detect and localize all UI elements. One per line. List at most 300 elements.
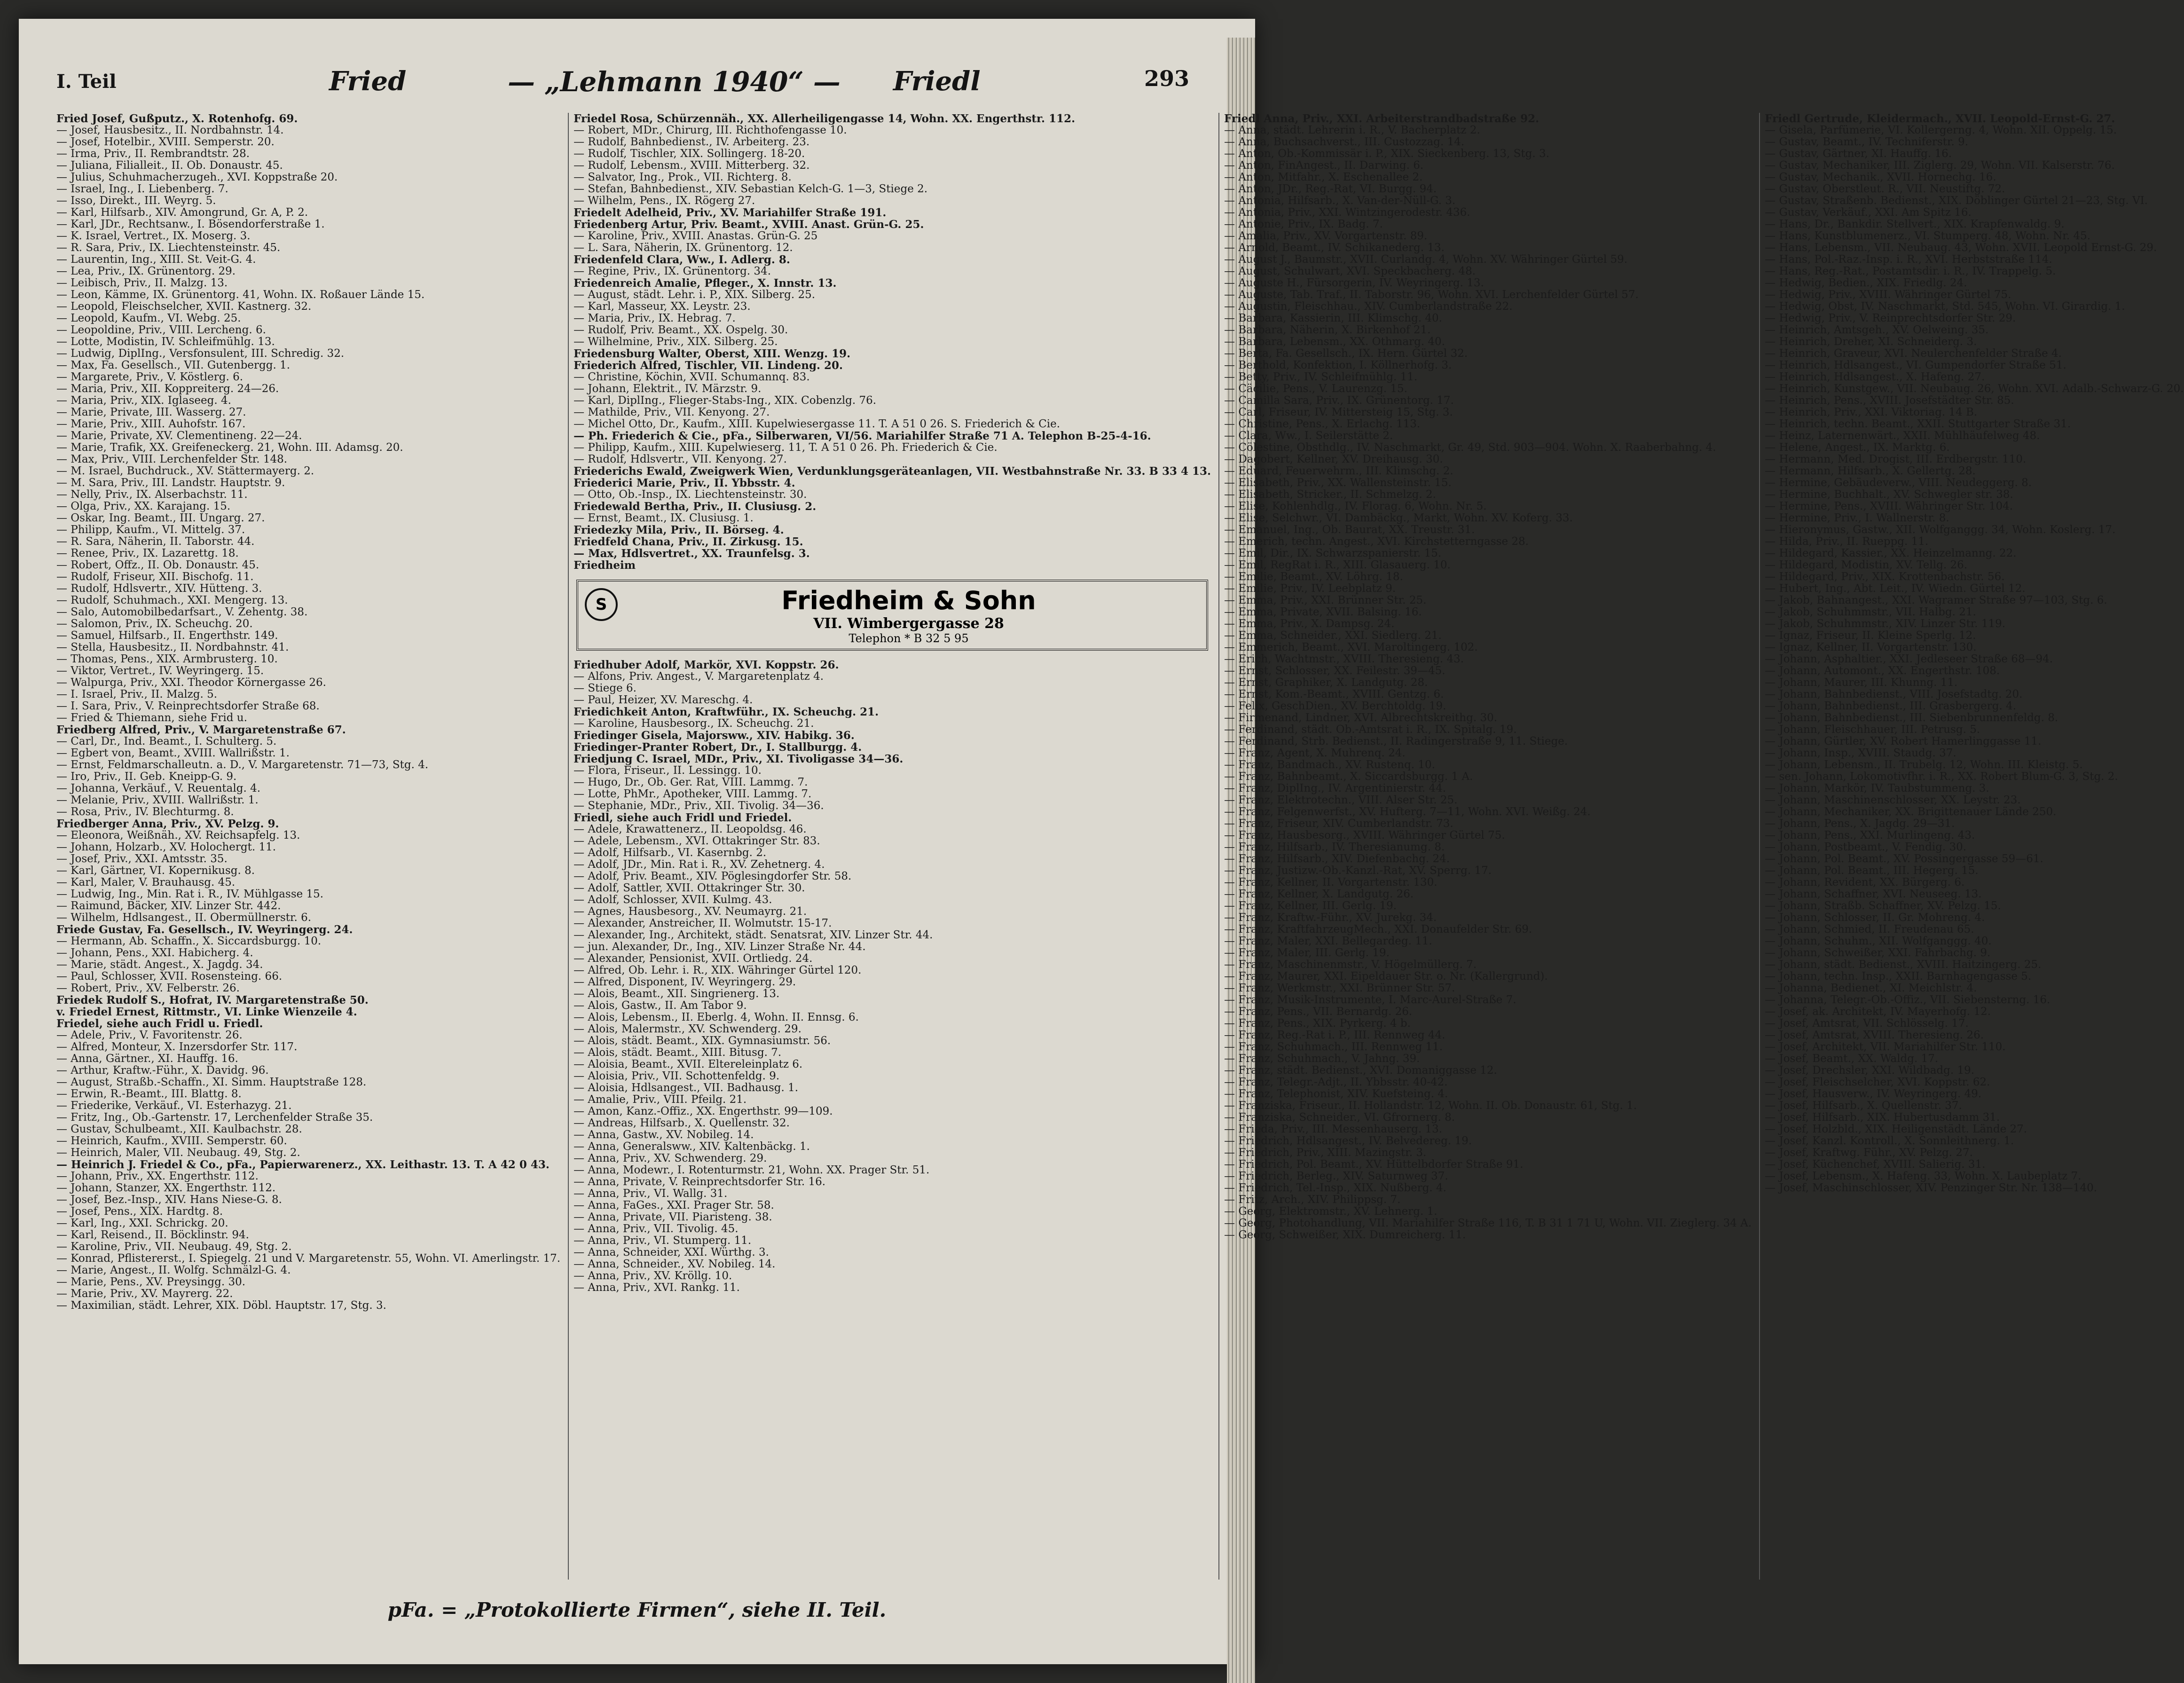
directory-entry: — Adele, Krawattenerz., II. Leopoldsg. 46. (573, 823, 807, 835)
directory-entry: — Anna, Priv., VII. Tivolig. 45. (573, 1223, 738, 1235)
directory-entry: — Anna, Priv., XV. Kröllg. 10. (573, 1270, 732, 1282)
directory-entry: — Heinz, Laternenwärt., XXII. Mühlhäufelweg 48. (1765, 430, 2040, 442)
directory-entry: — Josef, Amtsrat, XVIII. Theresieng. 26. (1765, 1029, 1984, 1041)
directory-entry: — M. Israel, Buchdruck., XV. Stättermayerg. 2. (56, 465, 314, 477)
directory-entry: — Emerich, techn. Angest., XVI. Kirchstetterngasse 28. (1224, 535, 1529, 548)
directory-entry: — Karl, JDr., Rechtsanw., I. Bösendorferstraße 1. (56, 218, 325, 230)
directory-entry: — Franz, Justizw.-Ob.-Kanzl.-Rat, XV. Sperrg. 17. (1224, 865, 1492, 877)
directory-entry: — Isso, Direkt., III. Weyrg. 5. (56, 195, 216, 207)
directory-entry: — Josef, Holzbld., XIX. Heiligenstädt. Lände 27. (1765, 1123, 2027, 1135)
directory-entry: — Fritz, Ing., Ob.-Gartenstr. 17, Lerchenfelder Straße 35. (56, 1111, 373, 1124)
directory-entry: — Heinrich, techn. Beamt., XXII. Stuttgarter Straße 31. (1765, 418, 2071, 430)
directory-entry: — Barbara, Lebensm., XX. Othmarg. 40. (1224, 336, 1445, 348)
directory-entry: — Ernst, Schlosser, XX. Feilestr. 39—45. (1224, 665, 1446, 677)
directory-entry: — Dagobert, Kellner, XV. Dreihausg. 30. (1224, 453, 1443, 465)
directory-entry: — Josef, Maschinschlosser, XIV. Penzinger Str. Nr. 138—140. (1765, 1182, 2098, 1194)
directory-entry: — Heinrich J. Friedel & Co., pFa., Papierwarenerz., XX. Leithastr. 13. T. A 42 0 43. (56, 1158, 550, 1171)
last-entry-word: Friedl (893, 66, 981, 97)
directory-entry: — Rudolf, Tischler, XIX. Sollingerg. 18-20. (573, 148, 805, 160)
directory-entry: — Adolf, Schlosser, XVII. Kulmg. 43. (573, 894, 772, 906)
directory-entry: — Juliana, Filialleit., II. Ob. Donaustr. 45. (56, 159, 283, 172)
directory-entry: — Salvator, Ing., Prok., VII. Richterg. 8. (573, 171, 792, 183)
directory-entry: — Melanie, Priv., XVIII. Wallrißstr. 1. (56, 794, 259, 806)
directory-entry: — Franz, Hausbesorg., XVIII. Währinger Gürtel 75. (1224, 829, 1505, 842)
directory-entry: — Emma, Private, XVII. Balsing. 16. (1224, 606, 1422, 618)
directory-entry: — Olga, Priv., XX. Karajang. 15. (56, 500, 231, 512)
directory-entry: — Johann, Holzarb., XV. Holochergt. 11. (56, 841, 276, 853)
directory-entry: — Ph. Friederich & Cie., pFa., Silberwaren, VI/56. Mariahilfer Straße 71 A. Telephon B-25-4-16. (573, 430, 1151, 442)
directory-entry: — Anna, Schneider., XV. Nobileg. 14. (573, 1258, 776, 1270)
directory-entry: — Rudolf, Friseur, XII. Bischofg. 11. (56, 571, 254, 583)
directory-entry: — Anna, Priv., XVI. Rankg. 11. (573, 1282, 740, 1294)
directory-entry: — Friedrich, Pol. Beamt., XV. Hüttelbdorfer Straße 91. (1224, 1158, 1524, 1171)
directory-entry: — Johann, Lebensm., II. Trubelg. 12, Wohn. III. Kleistg. 5. (1765, 759, 2083, 771)
directory-entry: — Jakob, Schuhmmstr., XIV. Linzer Str. 119. (1765, 618, 2006, 630)
directory-entry: — Anton, Ob.-Kommissär i. P., XIX. Sieckenberg. 13, Stg. 3. (1224, 148, 1549, 160)
directory-entry: — M. Sara, Priv., III. Landstr. Hauptstr. 9. (56, 477, 285, 489)
directory-entry: — Johann, Mechaniker, XX. Brigittenauer Lände 250. (1765, 806, 2057, 818)
directory-entry: — Ernst, Feldmarschalleutn. a. D., V. Margaretenstr. 71—73, Stg. 4. (56, 759, 429, 771)
directory-entry: — Rudolf, Bahnbedienst., IV. Arbeiterg. 23. (573, 136, 810, 148)
directory-entry: — Jakob, Schuhmmstr., VII. Halbg. 21. (1765, 606, 1976, 618)
directory-entry: — K. Israel, Vertret., IX. Moserg. 3. (56, 230, 251, 242)
directory-entry: — Franz, Kraftw.-Führ., XV. Jurekg. 34. (1224, 912, 1437, 924)
directory-entry: — Leopoldine, Priv., VIII. Lercheng. 6. (56, 324, 266, 336)
directory-entry: — Karl, Hilfsarb., XIV. Amongrund, Gr. A, P. 2. (56, 206, 308, 219)
directory-entry: — Elisabeth, Stricker., II. Schmelzg. 2. (1224, 488, 1436, 501)
directory-entry: — Leibisch, Priv., II. Malzg. 13. (56, 277, 228, 289)
directory-entry: — Anna, städt. Lehrerin i. R., V. Bacherplatz 2. (1224, 124, 1480, 136)
directory-entry: — Gustav, Straßenb. Bedienst., XIX. Döblinger Gürtel 21—23, Stg. VI. (1765, 195, 2148, 207)
directory-entry: — Anna, FaGes., XXI. Prager Str. 58. (573, 1199, 774, 1211)
directory-entry: — Johann, Pol. Beamt., XV. Possingergasse 59—61. (1765, 853, 2043, 865)
directory-entry: Friedinger Gisela, Majorsww., XIV. Habikg. 36. (573, 729, 855, 742)
directory-entry: — Franz, Maler, XXI. Bellegardeg. 11. (1224, 935, 1432, 947)
directory-entry: — Johann, Priv., XX. Engerthstr. 112. (56, 1170, 259, 1182)
directory-entry: — Marie, Priv., XV. Mayrerg. 22. (56, 1288, 233, 1300)
directory-entry: — Marie, Trafik, XX. Greifeneckerg. 21, Wohn. III. Adamsg. 20. (56, 441, 403, 454)
directory-entry: — Franz, Musik-Instrumente, I. Marc-Aurel-Straße 7. (1224, 994, 1516, 1006)
directory-entry: — Johann, Stanzer, XX. Engerthstr. 112. (56, 1182, 276, 1194)
directory-entry: — Karl, DiplIng., Flieger-Stabs-Ing., XIX. Cobenzlg. 76. (573, 394, 877, 407)
directory-entry: — Franz, Telegr.-Adjt., II. Ybbsstr. 40-42. (1224, 1076, 1448, 1088)
directory-entry: — Rudolf, Schuhmach., XXI. Mengerg. 13. (56, 594, 288, 606)
directory-entry: — Ferdinand, Strb. Bedienst., II. Radingerstraße 9, 11. Stiege. (1224, 735, 1568, 747)
directory-entry: — Emil, RegRat i. R., XIII. Glasauerg. 10. (1224, 559, 1451, 571)
directory-entry: — Philipp, Kaufm., VI. Mittelg. 37. (56, 524, 245, 536)
directory-entry: — Franz, KraftfahrzeugMech., XXI. Donaufelder Str. 69. (1224, 923, 1532, 936)
directory-entry: — Israel, Ing., I. Liebenberg. 7. (56, 183, 228, 195)
directory-entry: — Gustav, Oberstleut. R., VII. Neustiftg. 72. (1765, 183, 2005, 195)
directory-entry: — Hermine, Priv., I. Wallnerstr. 8. (1765, 512, 1949, 524)
directory-entry: — Alexander, Ing., Architekt, städt. Senatsrat, XIV. Linzer Str. 44. (573, 929, 933, 941)
directory-entry: — Viktor, Vertret., IV. Weyringerg. 15. (56, 665, 264, 677)
directory-entry: — Johann, Pens., XXI. Murlingeng. 43. (1765, 829, 1975, 842)
directory-entry: — Robert, MDr., Chirurg, III. Richthofengasse 10. (573, 124, 847, 136)
directory-entry: — Anton, JDr., Reg.-Rat, VI. Burgg. 94. (1224, 183, 1437, 195)
directory-entry: Fried Josef, Gußputz., X. Rotenhofg. 69. (56, 112, 298, 125)
directory-entry: — Amon, Kanz.-Offiz., XX. Engerthstr. 99—109. (573, 1105, 833, 1117)
directory-entry: — Alois, Malermstr., XV. Schwenderg. 29. (573, 1023, 801, 1035)
directory-entry: Friedberg Alfred, Priv., V. Margaretenstraße 67. (56, 724, 346, 736)
directory-entry: — Friedrich, Berleg., XIV. Saturnweg 37. (1224, 1170, 1448, 1182)
directory-entry: — Georg, Photohandlung, VII. Mariahilfer Straße 116, T. B 31 1 71 U, Wohn. VII. Zieglerg. 34 A. (1224, 1217, 1752, 1229)
directory-entry: — Christine, Pens., X. Erlachg. 113. (1224, 418, 1421, 430)
directory-entry: — Anna, Priv., VI. Stumperg. 11. (573, 1235, 752, 1247)
directory-entry: — Franz, städt. Bedienst., XVI. Domaniggasse 12. (1224, 1064, 1497, 1077)
directory-entry: — Anna, Modewr., I. Rotenturmstr. 21, Wohn. XX. Prager Str. 51. (573, 1164, 930, 1176)
directory-entry: — Franziska, Friseur., II. Hollandstr. 12, Wohn. II. Ob. Donaustr. 61, Stg. 1. (1224, 1100, 1637, 1112)
directory-entry: — Alfred, Ob. Lehr. i. R., XIX. Währinger Gürtel 120. (573, 964, 862, 976)
column-2-top (573, 113, 1211, 571)
directory-entry: — Hermann, Med. Drogist, III. Erdbergstr. 110. (1765, 453, 2027, 465)
directory-entry: Friedek Rudolf S., Hofrat, IV. Margaretenstraße 50. (56, 994, 369, 1007)
directory-entry: — Johann, Bahnbedienst., III. Grasbergerg. 4. (1765, 700, 2017, 712)
directory-entry: — Josef, Kraftwg. Führ., XV. Pelzg. 27. (1765, 1147, 1973, 1159)
directory-entry: — Augustin, Fleischhau., XIV. Cumberlandstraße 22. (1224, 300, 1513, 313)
directory-entry: — Alexander, Pensionist, XVII. Ortliedg. 24. (573, 952, 813, 965)
directory-entry: — Barbara, Kassierin, III. Klimschg. 40. (1224, 312, 1442, 324)
directory-entry: — Otto, Ob.-Insp., IX. Liechtensteinstr. 30. (573, 488, 807, 501)
directory-entry: Friederich Alfred, Tischler, VII. Lindeng. 20. (573, 359, 843, 372)
directory-entry: — Johann, Schweißer, XXI. Fahrbachg. 9. (1765, 947, 1991, 959)
directory-entry: — Josef, Hausverw., IV. Weyringerg. 49. (1765, 1088, 1982, 1100)
directory-entry: — R. Sara, Priv., IX. Liechtensteinstr. 45. (56, 242, 281, 254)
directory-entry: — Emanuel, Ing., Ob. Baurat, XX. Treustr. 31. (1224, 524, 1475, 536)
directory-entry: — Gustav, Mechanik., XVII. Hornechg. 16. (1765, 171, 1996, 183)
directory-entry: — Ernst, Kom.-Beamt., XVIII. Gentzg. 6. (1224, 688, 1444, 700)
directory-entry: — Gustav, Beamt., IV. Techniferstr. 9. (1765, 136, 1969, 148)
part-label: I. Teil (56, 71, 117, 93)
directory-entry: — Betty, Priv., IV. Schleifmühlg. 11. (1224, 371, 1418, 383)
directory-entry: — Maximilian, städt. Lehrer, XIX. Döbl. Hauptstr. 17, Stg. 3. (56, 1299, 386, 1312)
directory-entry: — Franz, Pens., VII. Bernardg. 26. (1224, 1006, 1413, 1018)
directory-entry: Friedjung C. Israel, MDr., Priv., XI. Tivoligasse 34—36. (573, 753, 903, 765)
directory-entry: — Iro, Priv., II. Geb. Kneipp-G. 9. (56, 771, 237, 783)
directory-entry: — Leopold, Fleischselcher, XVII. Kastnerg. 32. (56, 300, 312, 313)
directory-entry: — Max, Priv., VIII. Lerchenfelder Str. 148. (56, 453, 288, 465)
directory-entry: Friedl Anna, Priv., XXI. Arbeiterstrandbadstraße 92. (1224, 112, 1540, 125)
directory-entry: — Johann, techn. Insp., XXII. Barnhagengasse 5. (1765, 970, 2032, 983)
column-3 (1218, 113, 1752, 1580)
directory-entry: Friedichkeit Anton, Kraftwführ., IX. Scheuchg. 21. (573, 706, 879, 718)
directory-entry: — Friederike, Verkäuf., VI. Esterhazyg. 21. (56, 1100, 292, 1112)
directory-entry: — Nelly, Priv., IX. Alserbachstr. 11. (56, 488, 248, 501)
directory-entry: — Adolf, Hilfsarb., VI. Kasernbg. 2. (573, 847, 767, 859)
page-number: 293 (1144, 66, 1189, 91)
directory-entry: — Johann, Maschinenschlosser, XX. Leystr. 23. (1765, 794, 2021, 806)
directory-entry: — Josef, Bez.-Insp., XIV. Hans Niese-G. 8. (56, 1194, 282, 1206)
directory-entry: — Raimund, Bäcker, XIV. Linzer Str. 442. (56, 900, 281, 912)
directory-entry: — Heinrich, Amtsgeh., XV. Oelweing. 35. (1765, 324, 1989, 336)
directory-entry: — Friedrich, Priv., XIII. Mazingstr. 3. (1224, 1147, 1427, 1159)
directory-entry: — Clara, Ww., I. Seilerstätte 2. (1224, 430, 1393, 442)
advertisement-box (576, 580, 1208, 651)
column-2-bottom (573, 659, 1211, 1294)
directory-columns (56, 112, 2184, 1580)
ad-address: VII. Wimbergergasse 28 (813, 615, 1004, 632)
directory-entry: — Hans, Lebensm., VII. Neubaug. 43, Wohn. XVII. Leopold Ernst-G. 29. (1765, 242, 2157, 254)
directory-entry: — Franz, Bandmach., XV. Rustenq. 10. (1224, 759, 1435, 771)
directory-entry: — Franz, Schuhmach., III. Rennweg 11. (1224, 1041, 1443, 1053)
directory-entry: — Rudolf, Lebensm., XVIII. Mitterberg. 32. (573, 159, 810, 172)
directory-entry: — Amalia, Priv., XV. Vorgartenstr. 89. (1224, 230, 1428, 242)
directory-entry: — Franz, Kellner, II. Vorgartenstr. 130. (1224, 876, 1438, 889)
directory-entry: — Rosa, Priv., IV. Blechturmg. 8. (56, 806, 234, 818)
directory-entry: — Emma, Priv., XXI. Brünner Str. 25. (1224, 594, 1427, 606)
directory-entry: — Gustav, Mechaniker, III. Ziglerg. 29, Wohn. VII. Kalserstr. 76. (1765, 159, 2115, 172)
directory-entry: — Margarete, Priv., V. Köstlerg. 6. (56, 371, 244, 383)
directory-entry: — Josef, ak. Architekt, IV. Mayerhofg. 12. (1765, 1006, 1991, 1018)
directory-entry: — Carl, Dr., Ind. Beamt., I. Schulterg. 5. (56, 735, 277, 747)
directory-entry: — Lotte, Modistin, IV. Schleifmühlg. 13. (56, 336, 275, 348)
directory-entry: — Johann, Pens., X. Jagdg. 29—31. (1765, 818, 1955, 830)
directory-entry: — Johann, Asphaltier., XXI. Jedleseer Straße 68—94. (1765, 653, 2053, 665)
directory-entry: — Emil, Dir., IX. Schwarzspanierstr. 15. (1224, 547, 1442, 559)
directory-entry: — Maria, Priv., XII. Koppreiterg. 24—26. (56, 383, 279, 395)
directory-entry: — Konrad, Pflistererst., I. Spiegelg. 21 und V. Margaretenstr. 55, Wohn. VI. Amerlingstr. 17. (56, 1252, 561, 1265)
directory-entry: — Antonia, Hilfsarb., X. Van-der-Nüll-G. 3. (1224, 195, 1456, 207)
directory-entry: — Heinrich, Pens., XVIII. Josefstädter Str. 85. (1765, 394, 2014, 407)
page-header (56, 66, 1189, 99)
directory-entry: — Heinrich, Maler, VII. Neubaug. 49, Stg. 2. (56, 1147, 300, 1159)
directory-entry: — Hermine, Pens., XVIII. Währinger Str. 104. (1765, 500, 2013, 512)
directory-entry: — Wilhelm, Hdlsangest., II. Obermüllnerstr. 6. (56, 912, 312, 924)
directory-entry: — Johann, Maurer, III. Khunng. 11. (1765, 676, 1958, 689)
directory-entry: Friedl Gertrude, Kleidermach., XVII. Leopold-Ernst-G. 27. (1765, 112, 2115, 125)
directory-entry: Friedberger Anna, Priv., XV. Pelzg. 9. (56, 818, 279, 830)
directory-entry: — Erich, Wachtmstr., XVIII. Theresieng. 43. (1224, 653, 1464, 665)
directory-entry: — Johann, Bahnbedienst., VIII. Josefstadtg. 20. (1765, 688, 2023, 700)
directory-entry: — Hildegard, Priv., XIX. Krottenbachstr. 56. (1765, 571, 2005, 583)
directory-entry: — Emma, Schneider., XXI. Siedlerg. 21. (1224, 629, 1442, 642)
directory-entry: — Johanna, Bedienet., XI. Meichlstr. 4. (1765, 982, 1977, 994)
directory-entry: — Rudolf, Priv. Beamt., XX. Ospelg. 30. (573, 324, 788, 336)
directory-entry: Friedezky Mila, Priv., II. Börseg. 4. (573, 524, 784, 536)
directory-entry: — Johann, Schlosser, II. Gr. Mohreng. 4. (1765, 912, 1985, 924)
directory-entry: — Stiege 6. (573, 682, 636, 694)
directory-entry: Friedewald Bertha, Priv., II. Clusiusg. 2. (573, 500, 817, 513)
directory-entry: — Adolf, JDr., Min. Rat i. R., XV. Zehetnerg. 4. (573, 858, 825, 871)
directory-entry: — Johann, Postbeamt., V. Fendig. 30. (1765, 841, 1967, 853)
directory-entry: — Regine, Priv., IX. Grünentorg. 34. (573, 265, 771, 277)
ad-company-name: Friedheim & Sohn (781, 586, 1036, 615)
directory-entry: — Thomas, Pens., XIX. Armbrusterg. 10. (56, 653, 278, 665)
directory-entry: — Josef, Hotelbir., XVIII. Semperstr. 20. (56, 136, 275, 148)
directory-entry: — Johann, Straßb. Schaffner, XV. Pelzg. 15. (1765, 900, 2001, 912)
directory-entry: — Maria, Priv., XIX. Iglaseeg. 4. (56, 394, 231, 407)
directory-entry: — Leon, Kämme, IX. Grünentorg. 41, Wohn. IX. Roßauer Lände 15. (56, 289, 425, 301)
directory-entry: — Josef, Kanzl. Kontroll., X. Sonnleithnerg. 1. (1765, 1135, 2014, 1147)
directory-entry: — Johann, Revident, XX. Bürgerg. 6. (1765, 876, 1965, 889)
directory-entry: Friedelt Adelheid, Priv., XV. Mariahilfer Straße 191. (573, 206, 887, 219)
directory-entry: — Johann, Schuhm., XII. Wolfganggg. 40. (1765, 935, 1992, 947)
directory-entry: — Hildegard, Modistin, XV. Tellg. 26. (1765, 559, 1968, 571)
directory-entry: — Frieda, Priv., III. Messenhauserg. 13. (1224, 1123, 1443, 1135)
directory-entry: — R. Sara, Näherin, II. Taborstr. 44. (56, 535, 255, 548)
page-title: — „Lehmann 1940“ — (508, 66, 841, 98)
directory-entry: — Hans, Reg.-Rat., Postamtsdir. i. R., IV. Trappelg. 5. (1765, 265, 2056, 277)
directory-entry: — Hedwig, Obst, IV. Naschmarkt, Std. 545, Wohn. VI. Girardig. 1. (1765, 300, 2125, 313)
directory-entry: — Adele, Priv., V. Favoritenstr. 26. (56, 1029, 243, 1041)
directory-entry: — Aloisia, Beamt., XVII. Eltereleinplatz 6. (573, 1058, 803, 1070)
directory-entry: — Johann, Schmied, II. Freudenau 65. (1765, 923, 1974, 936)
directory-entry: — Felix, GeschDien., XV. Berchtoldg. 19. (1224, 700, 1446, 712)
directory-entry: — Salomon, Priv., IX. Scheuchg. 20. (56, 618, 253, 630)
directory-entry: — Ernst, Beamt., IX. Clusiusg. 1. (573, 512, 754, 524)
directory-entry: — Ignaz, Friseur, II. Kleine Sperlg. 12. (1765, 629, 1976, 642)
company-logo: S (585, 588, 618, 621)
directory-entry: — Johann, Automont., XX. Engerthstr. 108. (1765, 665, 2000, 677)
directory-entry: — August J., Baumstr., XVII. Curlandg. 4, Wohn. XV. Währinger Gürtel 59. (1224, 253, 1628, 266)
directory-entry: — Gustav, Verkäuf., XXI. Am Spitz 16. (1765, 206, 1972, 219)
directory-entry: — Hans, Kunstblumenerz., VI. Stumperg. 48, Wohn. Nr. 45. (1765, 230, 2091, 242)
directory-entry: — Julius, Schuhmacherzugeh., XVI. Koppstraße 20. (56, 171, 338, 183)
directory-entry: — Johann, Bahnbedienst., III. Siebenbrunnenfeldg. 8. (1765, 712, 2058, 724)
directory-entry: — Josef, Hilfsarb., XIX. Hubertusdamm 31. (1765, 1111, 2000, 1124)
directory-entry: — Heinrich, Graveur, XVI. Neulerchenfelder Straße 4. (1765, 347, 2062, 360)
directory-entry: — Johann, Markör, IV. Taubstummeng. 3. (1765, 782, 1989, 794)
directory-entry: Friedl, siehe auch Fridl und Friedel. (573, 811, 792, 824)
directory-entry: — Berthold, Konfektion, I. Köllnerhofg. 3. (1224, 359, 1452, 371)
directory-entry: — Franz, Hilfsarb., IV. Theresianumg. 8. (1224, 841, 1445, 853)
directory-entry: — Aloisia, Hdlsangest., VII. Badhausg. 1. (573, 1082, 799, 1094)
directory-entry: — Berta, Fa. Gesellsch., IX. Hern. Gürtel 32. (1224, 347, 1468, 360)
directory-entry: — Hieronymus, Gastw., XII. Wolfganggg. 34, Wohn. Koslerg. 17. (1765, 524, 2116, 536)
directory-entry: — Franz, Agent, X. Muhrenq. 24. (1224, 747, 1406, 759)
directory-entry: Friederichs Ewald, Zweigwerk Wien, Verdunklungsgeräteanlagen, VII. Westbahnstraße Nr. 33. B 33 4 13. (573, 465, 1211, 478)
directory-entry: Friedensburg Walter, Oberst, XIII. Wenzg. 19. (573, 347, 851, 360)
directory-entry: — Franz, Kellner, X. Landgutg. 26. (1224, 888, 1414, 900)
directory-entry: — Ferdinand, städt. Ob.-Amtsrat i. R., IX. Spitalg. 19. (1224, 724, 1517, 736)
directory-entry: — L. Sara, Näherin, IX. Grünentorg. 12. (573, 242, 793, 254)
directory-entry: Friedhuber Adolf, Markör, XVI. Koppstr. 26. (573, 659, 839, 671)
directory-entry: — Georg, Elektromstr., XV. Lehnerg. 1. (1224, 1205, 1438, 1218)
column-2 (568, 113, 1211, 1580)
directory-entry: — Karoline, Priv., XVIII. Anastas. Grün-G. 25 (573, 230, 818, 242)
directory-entry: — Antonie, Priv., IX. Badg. 7. (1224, 218, 1383, 230)
directory-entry: — Heinrich, Kaufm., XVIII. Semperstr. 60. (56, 1135, 287, 1147)
directory-entry: Friederici Marie, Priv., II. Ybbsstr. 4. (573, 477, 795, 489)
directory-entry: — Franz, Reg.-Rat i. P., III. Rennweg 44. (1224, 1029, 1446, 1041)
directory-entry: — Anna, Gärtner., XI. Hauffg. 16. (56, 1053, 238, 1065)
directory-entry: — Georg, Schweißer, XIX. Dumreicherg. 11. (1224, 1229, 1466, 1241)
column-1 (56, 113, 560, 1580)
directory-entry: — Hermine, Gebäudeverw., VIII. Neudeggerg. 8. (1765, 477, 2032, 489)
directory-entry: — August, Schulwart, XVI. Speckbacherg. 48. (1224, 265, 1476, 277)
directory-entry: Friede Gustav, Fa. Gesellsch., IV. Weyringerg. 24. (56, 923, 353, 936)
directory-entry: — Franz, Bahnbeamt., X. Siccardsburgg. 1 A. (1224, 771, 1473, 783)
directory-entry: — Hermann, Hilfsarb., X. Gellertg. 28. (1765, 465, 1976, 477)
directory-page (19, 19, 2184, 1664)
directory-entry: — Arnold, Beamt., IV. Schikanederg. 13. (1224, 242, 1445, 254)
directory-entry: — Robert, Priv., XV. Felberstr. 26. (56, 982, 240, 994)
directory-entry: — Johann, Elektrit., IV. Märzstr. 9. (573, 383, 762, 395)
directory-entry: Friedinger-Pranter Robert, Dr., I. Stallburgg. 4. (573, 741, 862, 754)
directory-entry: v. Friedel Ernest, Rittmstr., VI. Linke Wienzeile 4. (56, 1006, 357, 1018)
directory-entry: — Marie, Pens., XV. Preysingg. 30. (56, 1276, 246, 1288)
directory-entry: — Josef, Hilfsarb., X. Quellenstr. 37. (1765, 1100, 1962, 1112)
directory-entry: — Arthur, Kraftw.-Führ., X. Davidg. 96. (56, 1064, 269, 1077)
directory-entry: — Franz, Elektrotechn., VIII. Alser Str. 25. (1224, 794, 1458, 806)
directory-entry: — Hedwig, Priv., XVIII. Währinger Gürtel 75. (1765, 289, 2011, 301)
directory-entry: — Stephanie, MDr., Priv., XII. Tivolig. 34—36. (573, 800, 824, 812)
directory-entry: — sen. Johann, Lokomotivfhr. i. R., XX. Robert Blum-G. 3, Stg. 2. (1765, 771, 2118, 783)
directory-entry: — Emma, Priv., X. Dampsg. 24. (1224, 618, 1395, 630)
directory-entry: — Anna, Priv., VI. Wallg. 31. (573, 1188, 728, 1200)
directory-entry: — Elise, Selchwr., VI. Dambäckg., Markt, Wohn. XV. Koferg. 33. (1224, 512, 1573, 524)
directory-entry: — Stella, Hausbesitz., II. Nordbahnstr. 41. (56, 641, 289, 653)
directory-entry: — Hedwig, Priv., V. Reinprechtsdorfer Str. 29. (1765, 312, 2016, 324)
directory-entry: — Firmenand, Lindner, XVI. Albrechtskreithg. 30. (1224, 712, 1498, 724)
directory-entry: — Franz, Maler, III. Gerlg. 19. (1224, 947, 1390, 959)
directory-entry: — Anna, Schneider, XXI. Würthg. 3. (573, 1246, 769, 1258)
directory-entry: — Franz, Maschinenmstr., V. Högelmüllerg. 7. (1224, 959, 1477, 971)
directory-entry: — Alois, Beamt., XII. Singrienerg. 13. (573, 988, 780, 1000)
directory-entry: — Robert, Offz., II. Ob. Donaustr. 45. (56, 559, 259, 571)
directory-entry: — Franz, Telephonist, XIV. Kuefsteing. 4. (1224, 1088, 1448, 1100)
directory-entry: — Ernst, Graphiker, X. Landgutg. 28. (1224, 676, 1428, 689)
directory-entry: Friedel, siehe auch Fridl u. Friedl. (56, 1017, 263, 1030)
directory-entry: — Elisabeth, Priv., XX. Wallensteinstr. 15. (1224, 477, 1452, 489)
directory-entry: — Hildegard, Kassier., XX. Heinzelmanng. 22. (1765, 547, 2017, 559)
directory-entry: — Christine, Köchin, XVII. Schumannq. 83. (573, 371, 810, 383)
directory-entry: — Hans, Pol.-Raz.-Insp. i. R., XVI. Herbststraße 114. (1765, 253, 2052, 266)
directory-entry: — Karl, Masseur, XX. Leystr. 23. (573, 300, 751, 313)
directory-entry: — Hugo, Dr., Ob. Ger. Rat, VIII. Lammg. 7. (573, 776, 808, 788)
directory-entry: — Anna, Priv., XV. Schwenderg. 29. (573, 1152, 767, 1164)
directory-entry: — Rudolf, Hdlsvertr., VII. Kenyong. 27. (573, 453, 787, 465)
directory-entry: — Josef, Architekt, VII. Mariahilfer Str. 110. (1765, 1041, 2006, 1053)
directory-entry: — Adolf, Sattler, XVII. Ottakringer Str. 30. (573, 882, 805, 894)
directory-entry: — Agnes, Hausbesorg., XV. Neumayrg. 21. (573, 905, 807, 918)
directory-entry: — Anna, Private, VII. Piaristeng. 38. (573, 1211, 772, 1223)
directory-entry: — Josef, Priv., XXI. Amtsstr. 35. (56, 853, 228, 865)
directory-entry: — Hedwig, Bedien., XIX. Friedlg. 24. (1765, 277, 1967, 289)
directory-entry: — Samuel, Hilfsarb., II. Engerthstr. 149. (56, 629, 278, 642)
directory-entry: — Karl, Maler, V. Brauhausg. 45. (56, 876, 236, 889)
directory-entry: — Hilda, Priv., II. Rueppg. 11. (1765, 535, 1929, 548)
first-entry-word: Fried (329, 66, 407, 97)
directory-entry: — I. Sara, Priv., V. Reinprechtsdorfer Straße 68. (56, 700, 320, 712)
directory-entry: — Karl, Ing., XXI. Schrickg. 20. (56, 1217, 228, 1229)
directory-entry: — Paul, Schlosser, XVII. Rosensteing. 66. (56, 970, 283, 983)
directory-entry: — Adolf, Priv. Beamt., XIV. Pöglesingdorfer Str. 58. (573, 870, 852, 882)
directory-entry: — Renee, Priv., IX. Lazarettg. 18. (56, 547, 239, 559)
directory-entry: — Alfred, Disponent, IV. Weyringerg. 29. (573, 976, 796, 988)
directory-entry: — Anton, FinAngest., II. Darwing. 6. (1224, 159, 1424, 172)
directory-entry: — Helene, Angest., IX. Marktg. 6. (1765, 441, 1950, 454)
directory-entry: — Heinrich, Dreher, XI. Schneiderg. 3. (1765, 336, 1977, 348)
directory-entry: — Ignaz, Kellner, II. Vorgartenstr. 130. (1765, 641, 1977, 653)
directory-entry: — Gustav, Gärtner, XI. Hauffg. 16. (1765, 148, 1952, 160)
directory-entry: — Egbert von, Beamt., XVIII. Wallrißstr. 1. (56, 747, 290, 759)
directory-entry: — Cölestine, Obsthdlg., IV. Naschmarkt, Gr. 49, Std. 903—904. Wohn. X. Raaberbahng. 4. (1224, 441, 1716, 454)
directory-entry: — Alois, städt. Beamt., XIII. Bitusg. 7. (573, 1046, 782, 1059)
directory-entry: — Emilie, Priv., IV. Leebplatz 9. (1224, 582, 1396, 595)
directory-entry: — Eleonora, Weißnäh., XV. Reichsapfelg. 13. (56, 829, 300, 842)
directory-entry: — Barbara, Näherin, X. Birkenhof 21. (1224, 324, 1431, 336)
directory-entry: — Alfred, Monteur, X. Inzersdorfer Str. 117. (56, 1041, 298, 1053)
directory-entry: — Paul, Heizer, XV. Mareschg. 4. (573, 694, 753, 706)
directory-entry: — Wilhelm, Pens., IX. Rögerg 27. (573, 195, 755, 207)
directory-entry: — Karl, Reisend., II. Böcklinstr. 94. (56, 1229, 249, 1241)
directory-entry: — Hans, Dr., Bankdir. Stellvert., XIX. Krapfenwaldg. 9. (1765, 218, 2065, 230)
directory-entry: — Gisela, Parfümerie, VI. Kollergerng. 4, Wohn. XII. Oppelg. 15. (1765, 124, 2117, 136)
directory-entry: — Antonia, Priv., XXI. Wintzingerodestr. 436. (1224, 206, 1470, 219)
directory-entry: — Karoline, Hausbesorg., IX. Scheuchg. 21. (573, 717, 814, 730)
directory-entry: — Alois, Gastw., II. Am Tabor 9. (573, 999, 747, 1012)
